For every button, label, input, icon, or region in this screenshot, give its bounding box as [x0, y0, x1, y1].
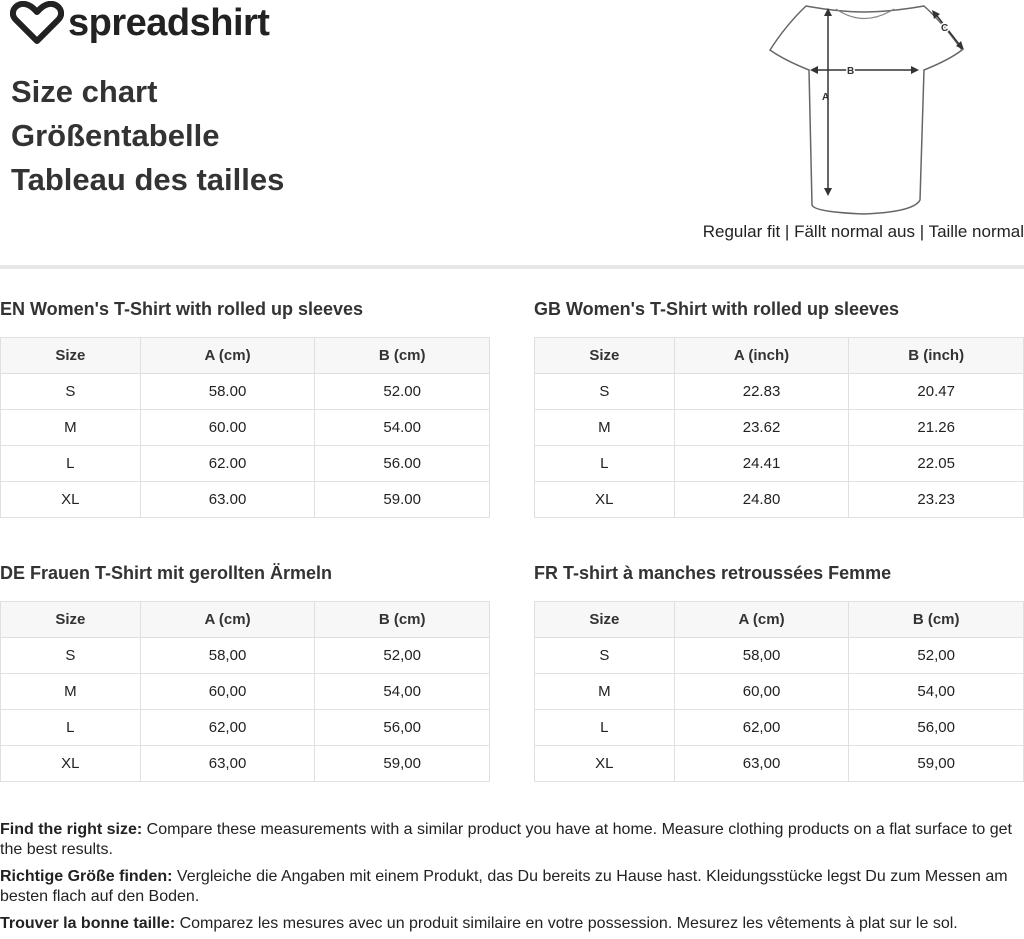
size-table-fr — [534, 561, 1024, 782]
cell-b: 20.47 — [849, 374, 1024, 410]
cell-size: XL — [1, 746, 141, 782]
table-title: DE Frauen T-Shirt mit gerollten Ärmeln — [0, 563, 333, 583]
table-title: EN Women's T-Shirt with rolled up sleeves — [0, 299, 364, 319]
cell-size: L — [535, 446, 675, 482]
page-titles — [11, 70, 284, 202]
cell-size: S — [1, 638, 141, 674]
cell-a: 24.80 — [674, 482, 849, 518]
cell-size: S — [535, 638, 675, 674]
cell-b: 56,00 — [849, 710, 1024, 746]
cell-b: 54,00 — [315, 674, 490, 710]
cell-a: 58,00 — [140, 638, 315, 674]
cell-b: 59,00 — [849, 746, 1024, 782]
size-table-de — [0, 561, 490, 782]
cell-size: M — [535, 674, 675, 710]
table-header-row — [535, 338, 1024, 374]
cell-size: S — [1, 374, 141, 410]
size-table — [534, 337, 1024, 518]
measure-b-label: B — [847, 66, 855, 77]
cell-b: 52.00 — [315, 374, 490, 410]
cell-b: 21.26 — [849, 410, 1024, 446]
cell-size: L — [535, 710, 675, 746]
cell-a: 60.00 — [140, 410, 315, 446]
cell-b: 56,00 — [315, 710, 490, 746]
cell-a: 62.00 — [140, 446, 315, 482]
cell-b: 56.00 — [315, 446, 490, 482]
header-size: Size — [535, 338, 675, 374]
cell-a: 63,00 — [140, 746, 315, 782]
table-header-row — [1, 602, 490, 638]
header-size: Size — [1, 602, 141, 638]
cell-a: 58.00 — [140, 374, 315, 410]
title-fr: Tableau des tailles — [11, 162, 285, 197]
table-row — [535, 374, 1024, 410]
note-text: Compare these measurements with a similar product you have at home. Measure clothing products on a flat surface to get the best results. — [0, 821, 1012, 858]
table-title: FR T-shirt à manches retroussées Femme — [534, 563, 892, 583]
cell-size: L — [1, 446, 141, 482]
sizing-notes — [0, 820, 1024, 939]
table-row — [535, 746, 1024, 782]
cell-b: 54,00 — [849, 674, 1024, 710]
title-de: Größentabelle — [11, 118, 220, 153]
header-b: B (inch) — [849, 338, 1024, 374]
cell-a: 63.00 — [140, 482, 315, 518]
measure-a-label: A — [822, 92, 830, 103]
table-row — [1, 710, 490, 746]
size-table-en — [0, 297, 490, 518]
header-b: B (cm) — [849, 602, 1024, 638]
header-a: A (cm) — [140, 602, 315, 638]
cell-b: 54.00 — [315, 410, 490, 446]
size-table-gb — [534, 297, 1024, 518]
cell-b: 59,00 — [315, 746, 490, 782]
cell-b: 52,00 — [315, 638, 490, 674]
table-row — [1, 746, 490, 782]
table-row — [535, 674, 1024, 710]
header-a: A (cm) — [674, 602, 849, 638]
cell-a: 22.83 — [674, 374, 849, 410]
header-a: A (inch) — [674, 338, 849, 374]
size-table — [534, 601, 1024, 782]
cell-a: 62,00 — [674, 710, 849, 746]
section-divider — [0, 265, 1024, 269]
cell-b: 59.00 — [315, 482, 490, 518]
header-a: A (cm) — [140, 338, 315, 374]
cell-a: 23.62 — [674, 410, 849, 446]
note-text: Comparez les mesures avec un produit similaire en votre possession. Mesurez les vêtements à plat sur le sol. — [175, 915, 958, 932]
table-row — [535, 446, 1024, 482]
header-b: B (cm) — [315, 338, 490, 374]
cell-size: L — [1, 710, 141, 746]
measure-c-label: C — [941, 23, 949, 34]
tshirt-measurement-diagram — [764, 0, 974, 220]
table-title: GB Women's T-Shirt with rolled up sleeves — [534, 299, 900, 319]
header-size: Size — [535, 602, 675, 638]
heart-outline-logo-icon — [10, 1, 64, 45]
cell-size: M — [535, 410, 675, 446]
table-row — [1, 374, 490, 410]
tshirt-outline — [770, 6, 962, 214]
table-row — [535, 638, 1024, 674]
fit-note: Regular fit | Fällt normal aus | Taille normal — [702, 222, 1024, 241]
cell-b: 23.23 — [849, 482, 1024, 518]
note-label: Trouver la bonne taille: — [0, 915, 176, 932]
cell-a: 60,00 — [674, 674, 849, 710]
table-row — [535, 482, 1024, 518]
note-en — [0, 820, 1024, 860]
brand-logo — [10, 1, 269, 45]
header-b: B (cm) — [315, 602, 490, 638]
cell-a: 63,00 — [674, 746, 849, 782]
table-row — [1, 482, 490, 518]
note-de — [0, 867, 1024, 907]
note-text: Vergleiche die Angaben mit einem Produkt, das Du bereits zu Hause hast. Kleidungsstücke legst Du zum Messen am besten flach auf den Boden. — [0, 868, 1008, 905]
brand-name: spreadshirt — [68, 2, 270, 44]
size-table — [0, 601, 490, 782]
cell-b: 22.05 — [849, 446, 1024, 482]
table-row — [1, 446, 490, 482]
table-header-row — [535, 602, 1024, 638]
table-row — [535, 410, 1024, 446]
cell-size: M — [1, 410, 141, 446]
note-label: Find the right size: — [0, 821, 143, 838]
cell-a: 58,00 — [674, 638, 849, 674]
table-row — [1, 638, 490, 674]
cell-size: XL — [535, 746, 675, 782]
note-label: Richtige Größe finden: — [0, 868, 173, 885]
cell-a: 24.41 — [674, 446, 849, 482]
table-row — [1, 410, 490, 446]
header-size: Size — [1, 338, 141, 374]
title-en: Size chart — [11, 74, 158, 109]
cell-b: 52,00 — [849, 638, 1024, 674]
cell-size: XL — [1, 482, 141, 518]
note-fr — [0, 914, 1024, 934]
table-header-row — [1, 338, 490, 374]
cell-size: M — [1, 674, 141, 710]
cell-a: 62,00 — [140, 710, 315, 746]
cell-size: XL — [535, 482, 675, 518]
cell-a: 60,00 — [140, 674, 315, 710]
table-row — [535, 710, 1024, 746]
size-table — [0, 337, 490, 518]
table-row — [1, 674, 490, 710]
cell-size: S — [535, 374, 675, 410]
